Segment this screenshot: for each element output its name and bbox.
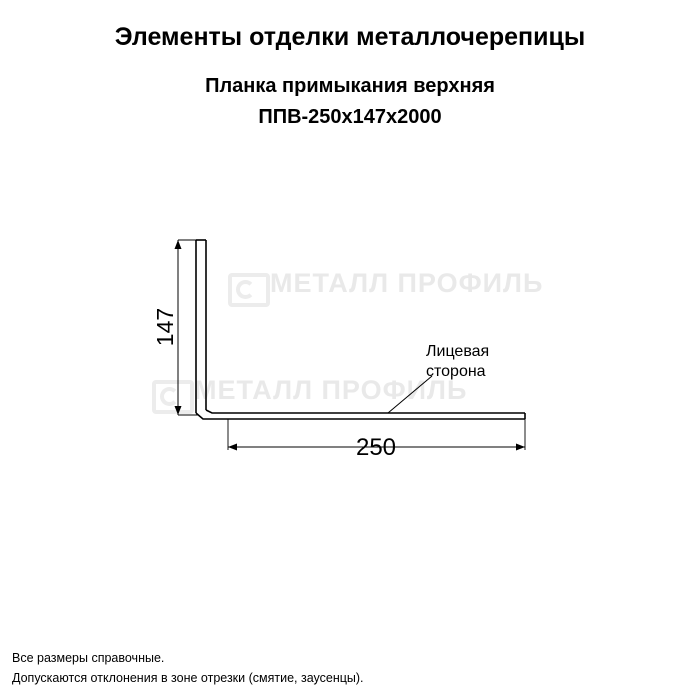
technical-drawing [0, 170, 700, 500]
watermark-text: МЕТАЛЛ ПРОФИЛЬ [270, 268, 544, 298]
profile-outer-flange [196, 413, 525, 419]
product-name: Планка примыкания верхняя [205, 74, 495, 97]
callout-leader-line [388, 376, 432, 413]
dimension-width-label: 250 [355, 434, 397, 461]
profile-inner-flange [206, 410, 525, 413]
drawing-svg [0, 170, 700, 500]
callout-label-line2: сторона [426, 363, 486, 380]
dimension-width-arrow-right [516, 444, 525, 451]
callout-label-line1: Лицевая [426, 343, 490, 360]
product-code: ППВ-250x147x2000 [258, 105, 442, 128]
dimension-width [228, 419, 525, 461]
page-title: Элементы отделки металлочерепицы [114, 23, 586, 51]
dimension-height [152, 240, 199, 415]
dimension-height-label: 147 [152, 307, 178, 347]
dimension-width-arrow-left [228, 444, 237, 451]
footnote-1: Все размеры справочные. [12, 651, 165, 666]
dimension-height-arrow-bottom [175, 406, 182, 415]
profile-outline [196, 240, 525, 419]
footnote-2: Допускаются отклонения в зоне отрезки (смятие, заусенцы). [12, 670, 364, 685]
title-block [0, 0, 700, 128]
callout-face-side [388, 343, 489, 413]
watermark-text: МЕТАЛЛ ПРОФИЛЬ [194, 375, 468, 405]
footnotes [12, 649, 364, 688]
dimension-height-arrow-top [175, 240, 182, 249]
